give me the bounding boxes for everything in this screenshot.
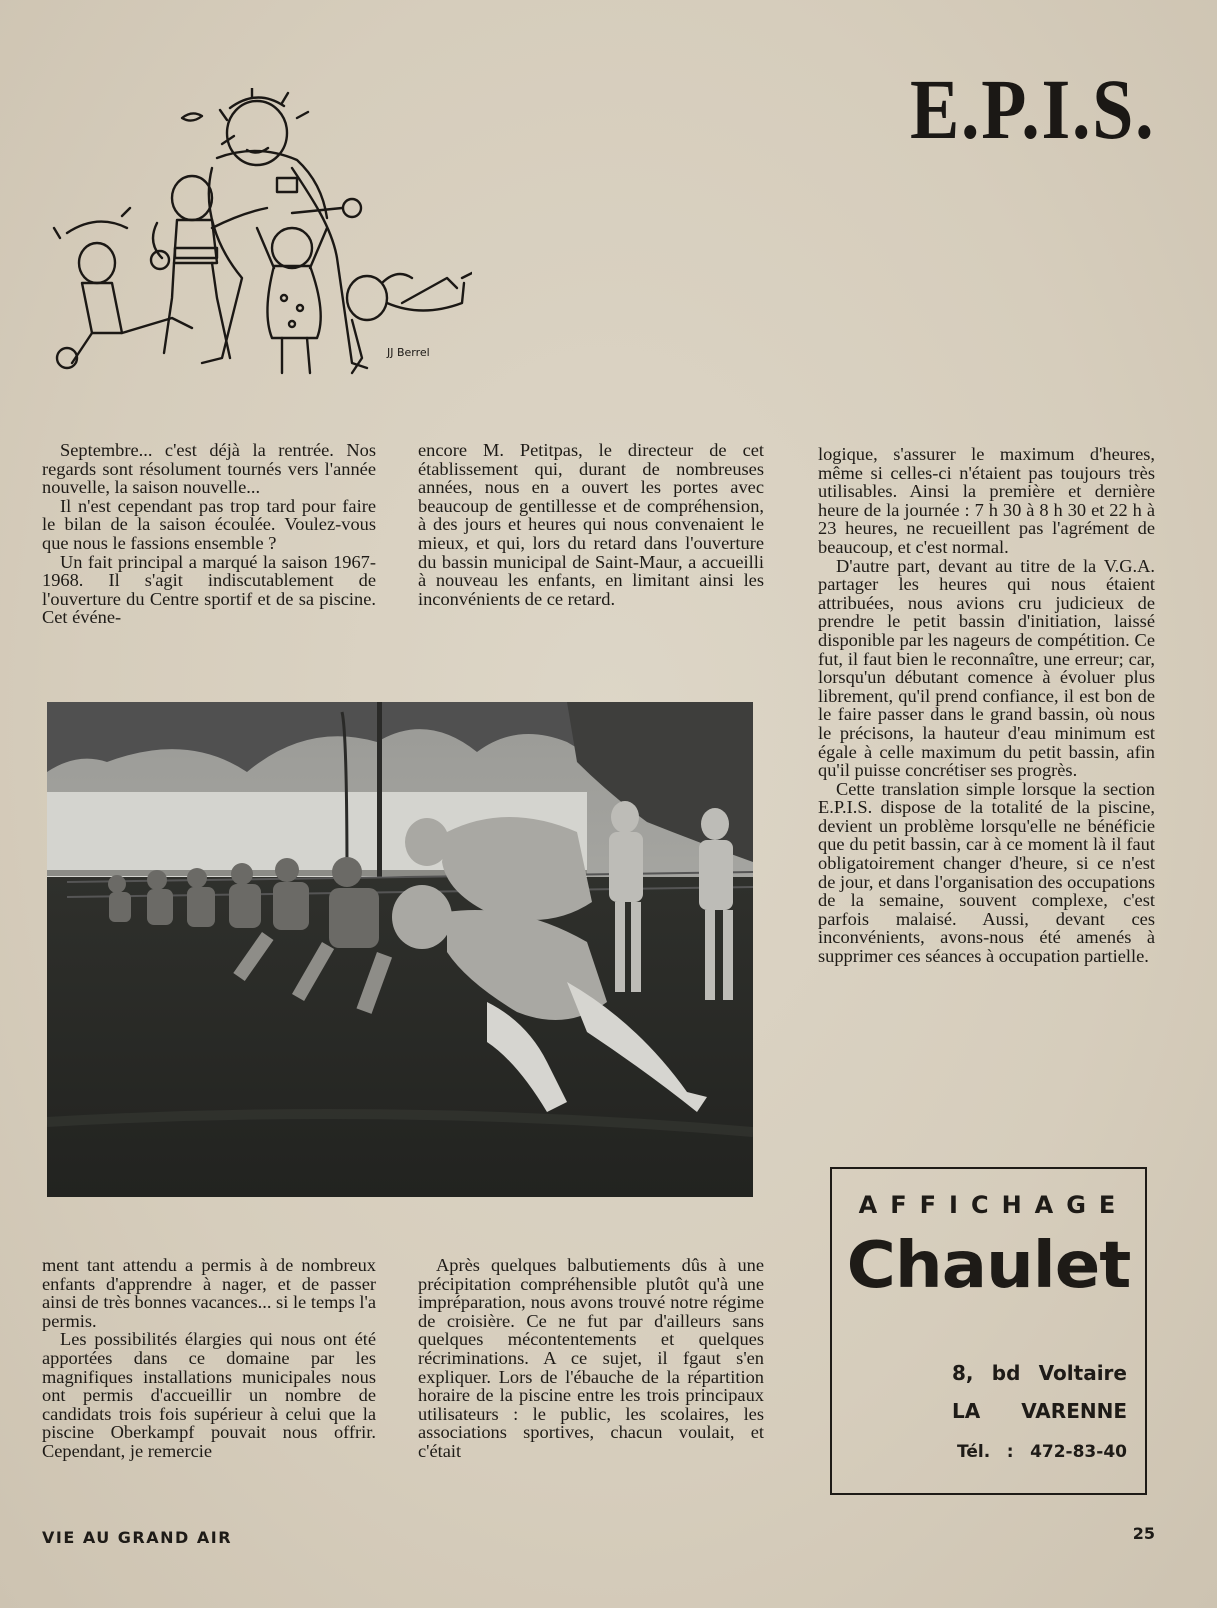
page-title: E.P.I.S. xyxy=(909,61,1155,157)
ad-address-number: 8, xyxy=(952,1361,974,1385)
ad-phone-label: Tél. xyxy=(957,1442,991,1462)
cartoon-signature: JJ Berrel xyxy=(387,346,430,359)
ad-phone-separator: : xyxy=(1006,1442,1014,1462)
paragraph: Après quelques balbutiements dûs à une précipitation compréhensible plutôt qu'à une impréparation, nous avons trouvé notre régime de croisière. Ce ne fut par d'ailleurs sans quelques mécontentements et quelques récriminations. A ce sujet, il fgaut s'en expliquer. Lors de l'ébauche de la répartition horaire de la piscine entre les trois principaux utilisateurs : le public, les scolaires, les associations sportives, chacun voulait, et c'était xyxy=(418,1255,764,1461)
paragraph: logique, s'assurer le maximum d'heures, même si celles-ci n'étaient pas toujours très utilisables. Ainsi la première et dernière heure de la journée : 7 h 30 à 8 h 30 et 22 h à 23 heures, ne recueillent pas l'agrément de beaucoup, et c'est normal. xyxy=(818,444,1155,557)
ad-city-varenne: VARENNE xyxy=(1021,1399,1127,1423)
ad-headline: AFFICHAGE xyxy=(858,1191,1129,1219)
footer-magazine-name: VIE AU GRAND AIR xyxy=(42,1528,233,1547)
ad-address-street: Voltaire xyxy=(1038,1361,1127,1385)
ad-address xyxy=(952,1361,1127,1385)
paragraph: D'autre part, devant au titre de la V.G.A. partager les heures qui nous étaient attribuées, nous avions cru judicieux de prendre le petit bassin d'initiation, laissé disponible par les nageurs de compétition. Ce fut, il faut bien le reconnaître, une erreur; car, lorsqu'un débutant comence à évoluer plus librement, qu'il prend confiance, il est bon de le faire passer dans le grand bassin, où nous le précisons, la hauteur d'eau minimum est égale à celle maximum du petit bassin, afin qu'il puisse concrétiser ses progrès. xyxy=(818,555,1155,781)
paragraph: Cette translation simple lorsque la section E.P.I.S. dispose de la totalité de la piscine, devient un problème lorsqu'elle ne bénéficie que du petit bassin, car à ce moment là il faut obligatoirement changer d'heure, si ce n'est de jour, et dans l'organisation des occupations de la semaine, souvent complexe, c'est parfois malaisé. Aussi, devant ces inconvénients, avons-nous été amenés à supprimer ces séances à occupation partielle. xyxy=(818,778,1155,967)
ad-brand-name: Chaulet xyxy=(846,1229,1131,1303)
race-photo xyxy=(47,702,753,1197)
article-column-2 xyxy=(418,441,764,608)
paragraph: Les possibilités élargies qui nous ont été apportées dans ce domaine par les magnifiques installations municipales nous ont permis d'accueillir un nombre de candidats trois fois supérieur à celui que la piscine Oberkampf pouvait nous offrir. Cependant, je remercie xyxy=(42,1329,376,1461)
article-column-1 xyxy=(42,441,376,627)
paragraph: encore M. Petitpas, le directeur de cet établissement qui, durant de nombreuses années, nous en a ouvert les portes avec beaucoup de gentillesse et de compréhension, à des jours et heures qui nous convenaient le mieux, et qui, lors du retard dans l'ouverture du bassin municipal de Saint-Maur, a accueilli à nouveau les enfants, en limitant ainsi les inconvénients de ce retard. xyxy=(418,440,764,609)
ad-address-bd: bd xyxy=(991,1361,1021,1385)
ad-phone xyxy=(957,1442,1127,1462)
footer-page-number: 25 xyxy=(1132,1524,1155,1543)
photo-image xyxy=(47,702,753,1197)
article-column-3 xyxy=(818,445,1155,966)
advertisement-box xyxy=(830,1167,1147,1495)
paragraph: Un fait principal a marqué la saison 1967-1968. Il s'agit indiscutablement de l'ouverture du Centre sportif et de sa piscine. Cet événe- xyxy=(42,551,376,628)
paragraph: ment tant attendu a permis à de nombreux enfants d'apprendre à nager, et de passer ainsi de très bonnes vacances... si le temps l'a permis. xyxy=(42,1255,376,1331)
ad-city xyxy=(952,1399,1127,1423)
ad-phone-number: 472-83-40 xyxy=(1030,1442,1127,1462)
article-column-5 xyxy=(418,1256,764,1461)
cartoon-illustration xyxy=(52,88,472,398)
ad-city-la: LA xyxy=(952,1399,981,1423)
paragraph: Il n'est cependant pas trop tard pour faire le bilan de la saison écoulée. Voulez-vous que nous le fassions ensemble ? xyxy=(42,495,376,553)
article-column-4 xyxy=(42,1256,376,1461)
paragraph: Septembre... c'est déjà la rentrée. Nos regards sont résolument tournés vers l'année nouvelle, la saison nouvelle... xyxy=(42,440,376,498)
